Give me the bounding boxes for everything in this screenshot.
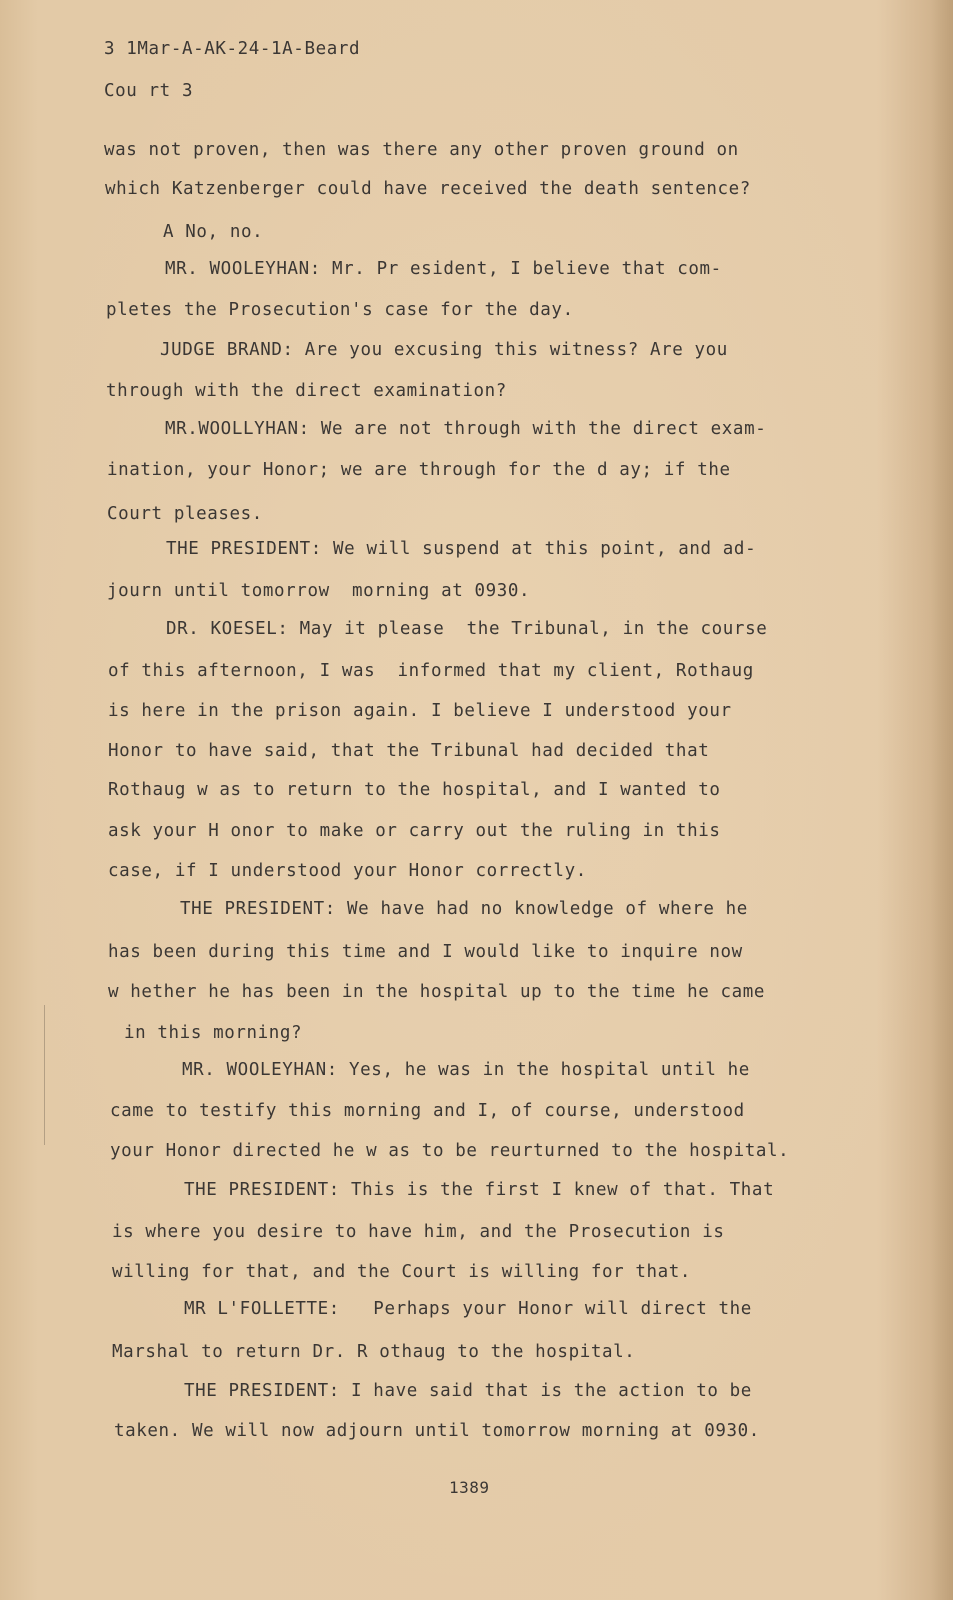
transcript-line: came to testify this morning and I, of course, understood (110, 1101, 745, 1121)
margin-mark (44, 1005, 45, 1145)
transcript-line: your Honor directed he w as to be reurturned to the hospital. (110, 1141, 790, 1161)
transcript-line: case, if I understood your Honor correctly. (108, 861, 587, 881)
transcript-line: w hether he has been in the hospital up to the time he came (108, 982, 766, 1002)
transcript-line: ination, your Honor; we are through for the d ay; if the (107, 460, 731, 480)
transcript-line: has been during this time and I would like to inquire now (108, 942, 743, 962)
transcript-line: Marshal to return Dr. R othaug to the hospital. (112, 1342, 636, 1362)
transcript-line: was not proven, then was there any other proven ground on (104, 140, 739, 160)
transcript-line: journ until tomorrow morning at 0930. (107, 581, 531, 601)
transcript-line: THE PRESIDENT: We have had no knowledge of where he (180, 899, 748, 919)
transcript-line: MR. WOOLEYHAN: Mr. Pr esident, I believe that com- (165, 259, 722, 279)
transcript-line: Honor to have said, that the Tribunal had decided that (108, 741, 710, 761)
transcript-line: THE PRESIDENT: This is the first I knew of that. That (184, 1180, 775, 1200)
transcript-line: MR. WOOLEYHAN: Yes, he was in the hospital until he (182, 1060, 750, 1080)
transcript-line: taken. We will now adjourn until tomorrow morning at 0930. (114, 1421, 760, 1441)
transcript-line: A No, no. (163, 222, 264, 242)
transcript-line: MR.WOOLLYHAN: We are not through with the direct exam- (165, 419, 767, 439)
transcript-line: is here in the prison again. I believe I understood your (108, 701, 732, 721)
transcript-line: in this morning? (124, 1023, 303, 1043)
page-edge-shadow (931, 0, 953, 1600)
transcript-line: DR. KOESEL: May it please the Tribunal, in the course (166, 619, 768, 639)
page-number: 1389 (449, 1478, 490, 1497)
header-reference: 3 1Mar-A-AK-24-1A-Beard (104, 39, 361, 59)
transcript-line: Court pleases. (107, 504, 263, 524)
transcript-line: of this afternoon, I was informed that my client, Rothaug (108, 661, 754, 681)
transcript-line: THE PRESIDENT: We will suspend at this point, and ad- (166, 539, 757, 559)
transcript-line: THE PRESIDENT: I have said that is the action to be (184, 1381, 752, 1401)
transcript-line: JUDGE BRAND: Are you excusing this witness? Are you (160, 340, 728, 360)
transcript-line: ask your H onor to make or carry out the ruling in this (108, 821, 721, 841)
transcript-line: MR L'FOLLETTE: Perhaps your Honor will direct the (184, 1299, 752, 1319)
transcript-line: which Katzenberger could have received the death sentence? (105, 179, 751, 199)
transcript-line: through with the direct examination? (106, 381, 507, 401)
transcript-line: is where you desire to have him, and the Prosecution is (112, 1222, 725, 1242)
transcript-line: Rothaug w as to return to the hospital, and I wanted to (108, 780, 721, 800)
header-court: Cou rt 3 (104, 81, 194, 101)
transcript-line: willing for that, and the Court is willing for that. (112, 1262, 692, 1282)
transcript-line: pletes the Prosecution's case for the day. (106, 300, 574, 320)
